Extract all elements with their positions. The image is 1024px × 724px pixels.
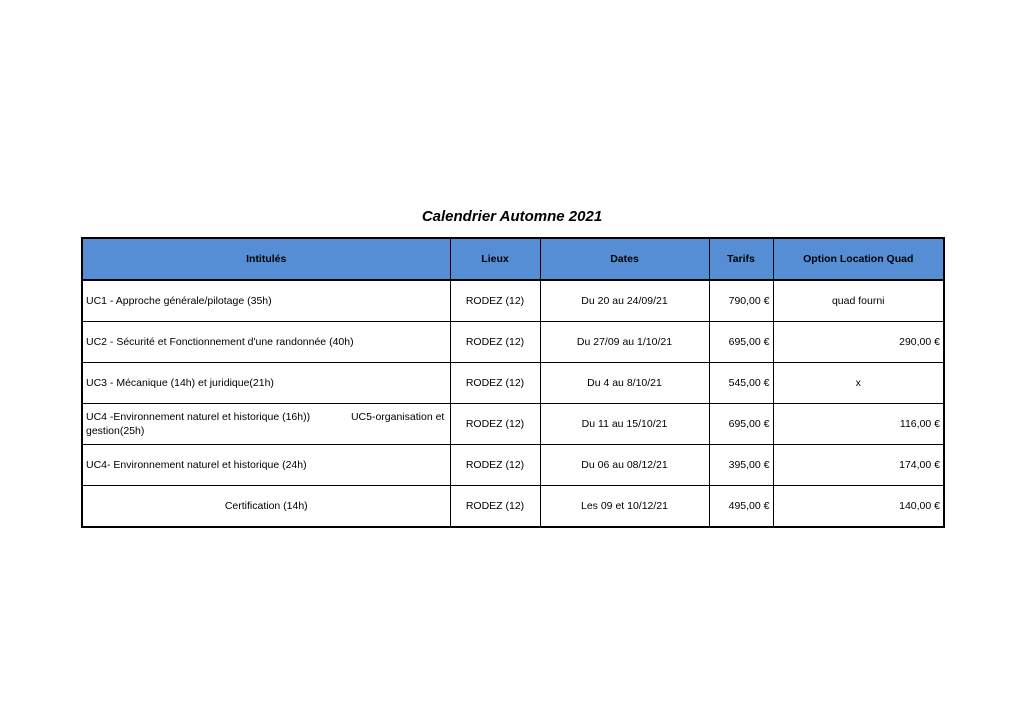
cell-intitule: UC4- Environnement naturel et historique (24h): [82, 445, 450, 486]
cell-dates: Du 4 au 8/10/21: [540, 363, 709, 404]
cell-option: 174,00 €: [773, 445, 944, 486]
cell-lieu: RODEZ (12): [450, 322, 540, 363]
cell-dates: Les 09 et 10/12/21: [540, 486, 709, 528]
cell-option: 140,00 €: [773, 486, 944, 528]
cell-tarif: 695,00 €: [709, 404, 773, 445]
cell-lieu: RODEZ (12): [450, 280, 540, 322]
header-dates: Dates: [540, 238, 709, 280]
header-row: [82, 238, 944, 280]
cell-option: quad fourni: [773, 280, 944, 322]
cell-intitule: UC2 - Sécurité et Fonctionnement d'une randonnée (40h): [82, 322, 450, 363]
cell-dates: Du 11 au 15/10/21: [540, 404, 709, 445]
page-title: Calendrier Automne 2021: [421, 208, 603, 225]
table-row: [82, 322, 944, 363]
cell-tarif: 790,00 €: [709, 280, 773, 322]
calendar-table: [81, 237, 945, 528]
cell-lieu: RODEZ (12): [450, 445, 540, 486]
table-row: [82, 363, 944, 404]
table-row: [82, 280, 944, 322]
header-tarifs: Tarifs: [709, 238, 773, 280]
cell-tarif: 545,00 €: [709, 363, 773, 404]
cell-tarif: 495,00 €: [709, 486, 773, 528]
cell-intitule: UC4 -Environnement naturel et historique (16h)) UC5-organisation et gestion(25h): [82, 404, 450, 445]
cell-intitule: UC3 - Mécanique (14h) et juridique(21h): [82, 363, 450, 404]
cell-dates: Du 20 au 24/09/21: [540, 280, 709, 322]
table-row: [82, 486, 944, 528]
table-row: [82, 404, 944, 445]
cell-tarif: 395,00 €: [709, 445, 773, 486]
cell-option: 290,00 €: [773, 322, 944, 363]
cell-intitule: Certification (14h): [82, 486, 450, 528]
table-row: [82, 445, 944, 486]
header-option-location-quad: Option Location Quad: [773, 238, 944, 280]
header-intitules: Intitulés: [82, 238, 450, 280]
cell-lieu: RODEZ (12): [450, 404, 540, 445]
cell-lieu: RODEZ (12): [450, 486, 540, 528]
cell-intitule: UC1 - Approche générale/pilotage (35h): [82, 280, 450, 322]
cell-option: x: [773, 363, 944, 404]
cell-lieu: RODEZ (12): [450, 363, 540, 404]
cell-dates: Du 27/09 au 1/10/21: [540, 322, 709, 363]
cell-tarif: 695,00 €: [709, 322, 773, 363]
cell-dates: Du 06 au 08/12/21: [540, 445, 709, 486]
cell-option: 116,00 €: [773, 404, 944, 445]
header-lieux: Lieux: [450, 238, 540, 280]
